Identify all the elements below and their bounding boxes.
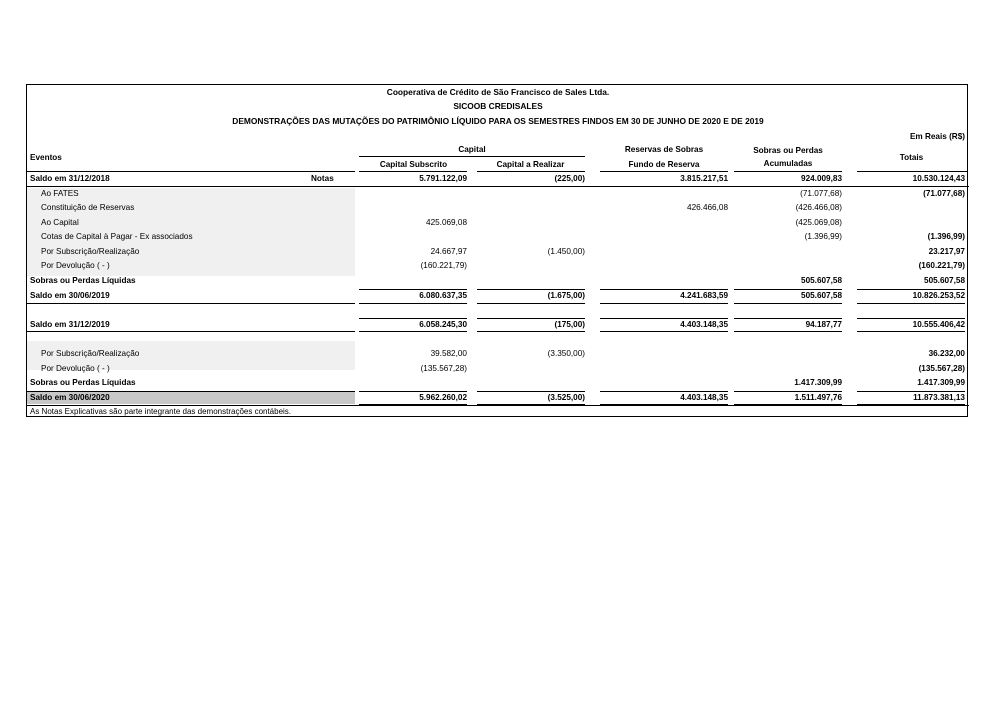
cell-totais: 10.530.124,43 <box>912 174 965 183</box>
cell-capital-subscrito: 6.058.245,30 <box>419 320 467 329</box>
rule-subtotal <box>600 289 728 290</box>
cell-fundo-reserva: 4.403.148,35 <box>680 320 728 329</box>
row-label: Por Subscrição/Realização <box>41 247 140 256</box>
rule-subtotal <box>600 303 728 304</box>
rule-subtotal <box>477 318 585 319</box>
cell-sobras-perdas: (71.077,68) <box>800 189 842 198</box>
cell-capital-a-realizar: (1.450,00) <box>547 247 585 256</box>
rule-subtotal <box>857 391 965 392</box>
rule-header-tot <box>857 171 967 172</box>
rule-subtotal <box>600 331 728 332</box>
company-name: Cooperativa de Crédito de São Francisco de Sales Ltda. <box>386 87 610 97</box>
rule-header-left <box>27 171 355 172</box>
cell-totais: (71.077,68) <box>923 189 965 198</box>
cell-capital-a-realizar: (225,00) <box>554 174 585 183</box>
cell-sobras-perdas: 1.417.309,99 <box>794 378 842 387</box>
cell-fundo-reserva: 4.241.683,59 <box>680 291 728 300</box>
rule-left-before-saldo-2020 <box>27 391 355 392</box>
rule-subtotal <box>734 303 842 304</box>
row-label: Sobras ou Perdas Líquidas <box>30 378 136 387</box>
rule-subtotal <box>734 331 842 332</box>
row-label: Por Subscrição/Realização <box>41 349 140 358</box>
cell-capital-a-realizar: (1.675,00) <box>547 291 585 300</box>
rule-subtotal <box>477 303 585 304</box>
cell-capital-subscrito: 6.080.637,35 <box>419 291 467 300</box>
cell-sobras-perdas: (1.396,99) <box>804 232 842 241</box>
currency-label: Em Reais (R$) <box>909 132 965 141</box>
cell-totais: 505.607,58 <box>924 276 965 285</box>
rule-subtotal <box>734 391 842 392</box>
cell-sobras-perdas: 924.009,83 <box>801 174 842 183</box>
cell-sobras-perdas: 94.187,77 <box>805 320 842 329</box>
totais-header: Totais <box>899 153 924 162</box>
cell-totais: (160.221,79) <box>918 261 965 270</box>
cell-capital-a-realizar: (175,00) <box>554 320 585 329</box>
capital-group-header: Capital <box>458 145 486 154</box>
rule-subtotal <box>359 391 467 392</box>
rule-subtotal <box>359 331 467 332</box>
cell-sobras-perdas: (425.069,08) <box>795 218 842 227</box>
cell-totais: 1.417.309,99 <box>917 378 965 387</box>
rule-header-cs <box>359 171 467 172</box>
cell-totais: 23.217,97 <box>928 247 965 256</box>
rule-subtotal <box>734 318 842 319</box>
capital-a-realizar-header: Capital a Realizar <box>496 160 565 169</box>
rule-left-after-saldo-2019b <box>27 331 355 332</box>
cell-capital-a-realizar: (3.525,00) <box>547 393 585 402</box>
row-label: Saldo em 31/12/2018 <box>30 174 110 183</box>
rule-subtotal <box>734 289 842 290</box>
cell-fundo-reserva: 426.466,08 <box>687 203 728 212</box>
cell-capital-subscrito: 5.962.260,02 <box>419 393 467 402</box>
sobras-header-line1: Sobras ou Perdas <box>753 146 823 155</box>
row-label: Saldo em 30/06/2019 <box>30 291 110 300</box>
cell-capital-subscrito: 425.069,08 <box>426 218 467 227</box>
row-label: Saldo em 31/12/2019 <box>30 320 110 329</box>
notas-label: Notas <box>311 174 334 183</box>
row-label: Cotas de Capital à Pagar - Ex associados <box>41 232 193 241</box>
cell-sobras-perdas: (426.466,08) <box>795 203 842 212</box>
rule-left-after-saldo-2019 <box>27 303 355 304</box>
rule-subtotal <box>857 331 965 332</box>
capital-subscrito-header: Capital Subscrito <box>379 160 448 169</box>
cell-capital-subscrito: 24.667,97 <box>430 247 467 256</box>
rule-header-spa <box>734 171 842 172</box>
footnote: As Notas Explicativas são parte integrante das demonstrações contábeis. <box>30 407 292 416</box>
cell-capital-subscrito: (135.567,28) <box>420 364 467 373</box>
cell-capital-subscrito: (160.221,79) <box>420 261 467 270</box>
rule-subtotal <box>600 391 728 392</box>
row-label: Constituição de Reservas <box>41 203 135 212</box>
cell-totais: (135.567,28) <box>918 364 965 373</box>
rule-subtotal <box>857 289 965 290</box>
financial-statement-table <box>26 84 968 417</box>
row-label: Ao Capital <box>41 218 79 227</box>
sobras-header-line2: Acumuladas <box>763 159 813 168</box>
rule-subtotal <box>857 303 965 304</box>
rule-subtotal <box>359 318 467 319</box>
row-label: Por Devolução ( - ) <box>41 261 110 270</box>
rule-header-fr <box>600 171 728 172</box>
row-label: Saldo em 30/06/2020 <box>30 393 110 402</box>
company-short-name: SICOOB CREDISALES <box>453 101 543 111</box>
cell-capital-subscrito: 39.582,00 <box>430 349 467 358</box>
cell-sobras-perdas: 505.607,58 <box>801 291 842 300</box>
cell-totais: 36.232,00 <box>928 349 965 358</box>
cell-totais: (1.396,99) <box>927 232 965 241</box>
rule-subtotal <box>359 303 467 304</box>
row-label: Ao FATES <box>41 189 79 198</box>
row-label: Por Devolução ( - ) <box>41 364 110 373</box>
cell-fundo-reserva: 3.815.217,51 <box>680 174 728 183</box>
fundo-reserva-header: Fundo de Reserva <box>628 160 700 169</box>
eventos-header: Eventos <box>30 153 62 162</box>
rule-subtotal <box>477 391 585 392</box>
rule-subtotal <box>477 289 585 290</box>
cell-sobras-perdas: 1.511.497,76 <box>794 393 842 402</box>
cell-totais: 11.873.381,13 <box>913 393 965 402</box>
reservas-header: Reservas de Sobras <box>624 145 704 154</box>
rule-after-saldo-2018 <box>27 186 969 187</box>
statement-title: DEMONSTRAÇÕES DAS MUTAÇÕES DO PATRIMÔNIO LÍQUIDO PARA OS SEMESTRES FINDOS EM 30 DE JUNHO DE 2020 E DE 2019 <box>232 116 764 126</box>
row-label: Sobras ou Perdas Líquidas <box>30 276 136 285</box>
cell-totais: 10.555.406,42 <box>912 320 965 329</box>
cell-fundo-reserva: 4.403.148,35 <box>680 393 728 402</box>
cell-sobras-perdas: 505.607,58 <box>801 276 842 285</box>
rule-capital-group <box>359 156 585 157</box>
cell-capital-a-realizar: (3.350,00) <box>547 349 585 358</box>
cell-capital-subscrito: 5.791.122,09 <box>419 174 467 183</box>
rule-subtotal <box>359 289 467 290</box>
rule-subtotal <box>477 331 585 332</box>
rule-subtotal <box>857 318 965 319</box>
rule-subtotal <box>600 318 728 319</box>
rule-header-car <box>477 171 585 172</box>
cell-totais: 10.826.253,52 <box>912 291 965 300</box>
